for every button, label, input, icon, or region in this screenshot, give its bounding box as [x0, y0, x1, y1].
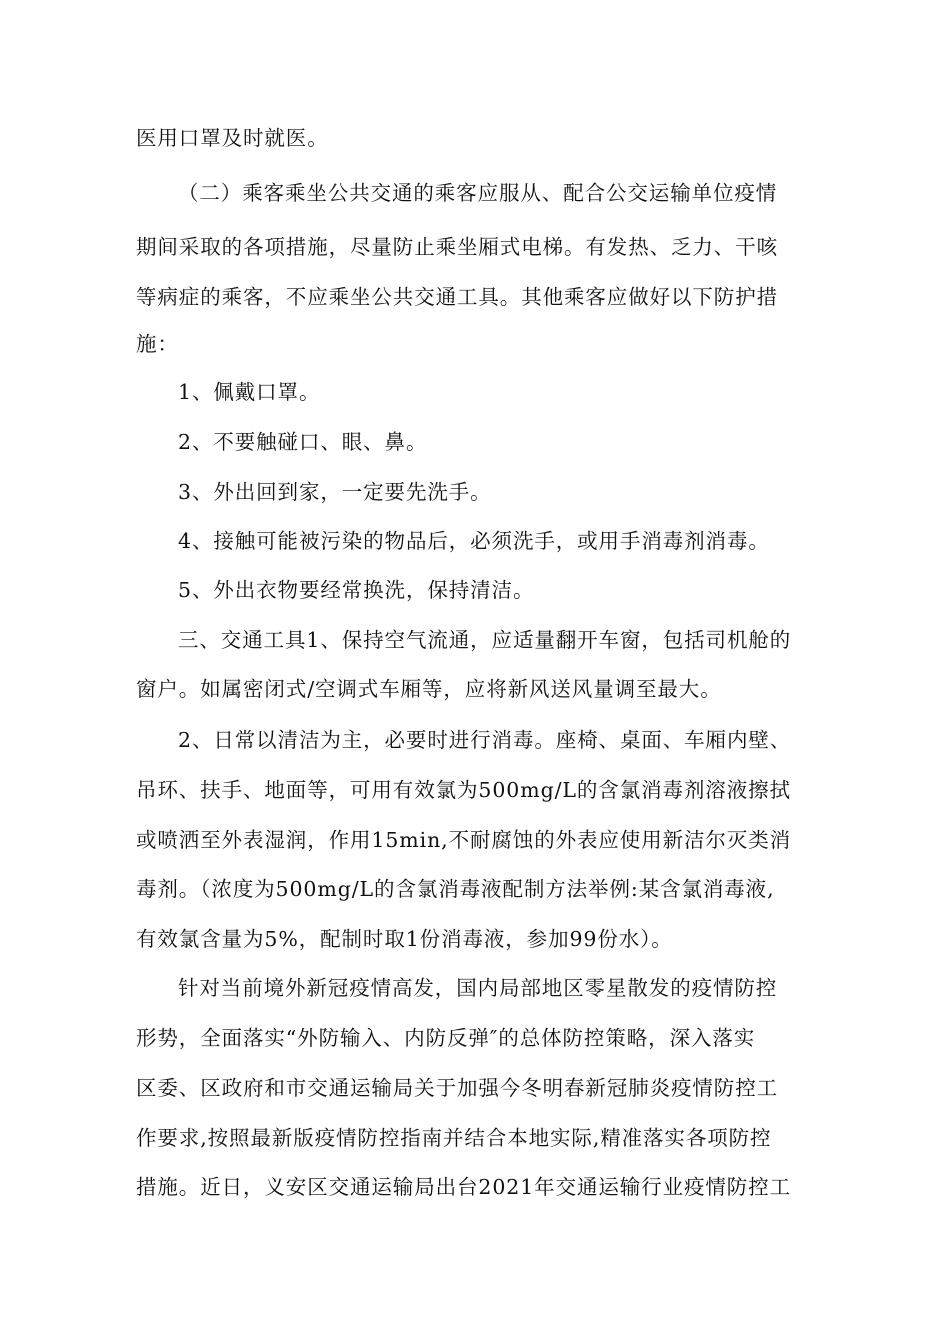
text-line: 措施。近日，义安区交通运输局出台2021年交通运输行业疫情防控工 — [136, 1175, 791, 1199]
text-line: 有效氯含量为5%，配制时取1份消毒液，参加99份水）。 — [136, 927, 673, 951]
text-line: 施： — [136, 332, 179, 356]
text-line: 2、日常以清洁为主，必要时进行消毒。座椅、桌面、车厢内壁、 — [178, 728, 792, 752]
text-line: 作要求,按照最新版疫情防控指南并结合本地实际,精准落实各项防控 — [136, 1126, 772, 1150]
text-line: 毒剂。（浓度为500mg/L的含氯消毒液配制方法举例:某含氯消毒液, — [136, 877, 775, 901]
text-line: 三、交通工具1、保持空气流通，应适量翻开车窗，包括司机舱的 — [178, 628, 792, 652]
text-line: 1、佩戴口罩。 — [178, 380, 321, 404]
text-line: 针对当前境外新冠疫情高发，国内局部地区零星散发的疫情防控 — [178, 976, 778, 1000]
text-line: 或喷洒至外表湿润，作用15min,不耐腐蚀的外表应使用新洁尔灭类消 — [136, 828, 791, 852]
text-line: 5、外出衣物要经常换洗，保持清洁。 — [178, 578, 535, 602]
text-line: 医用口罩及时就医。 — [136, 126, 329, 150]
text-line: 3、外出回到家，一定要先洗手。 — [178, 480, 492, 504]
text-line: 吊环、扶手、地面等，可用有效氯为500mg/L的含氯消毒剂溶液擦拭 — [136, 778, 791, 802]
text-line: 4、接触可能被污染的物品后，必须洗手，或用手消毒剂消毒。 — [178, 529, 770, 553]
text-line: 窗户。如属密闭式/空调式车厢等，应将新风送风量调至最大。 — [136, 677, 722, 701]
text-line: 2、不要触碰口、眼、鼻。 — [178, 430, 428, 454]
text-line: 区委、区政府和市交通运输局关于加强今冬明春新冠肺炎疫情防控工 — [136, 1076, 778, 1100]
text-line: 形势，全面落实“外防输入、内防反弹″的总体防控策略，深入落实 — [136, 1026, 756, 1050]
text-line: 期间采取的各项措施，尽量防止乘坐厢式电梯。有发热、乏力、干咳 — [136, 235, 778, 259]
text-line: 等病症的乘客，不应乘坐公共交通工具。其他乘客应做好以下防护措 — [136, 285, 778, 309]
text-line: （二）乘客乘坐公共交通的乘客应服从、配合公交运输单位疫情 — [178, 181, 778, 205]
